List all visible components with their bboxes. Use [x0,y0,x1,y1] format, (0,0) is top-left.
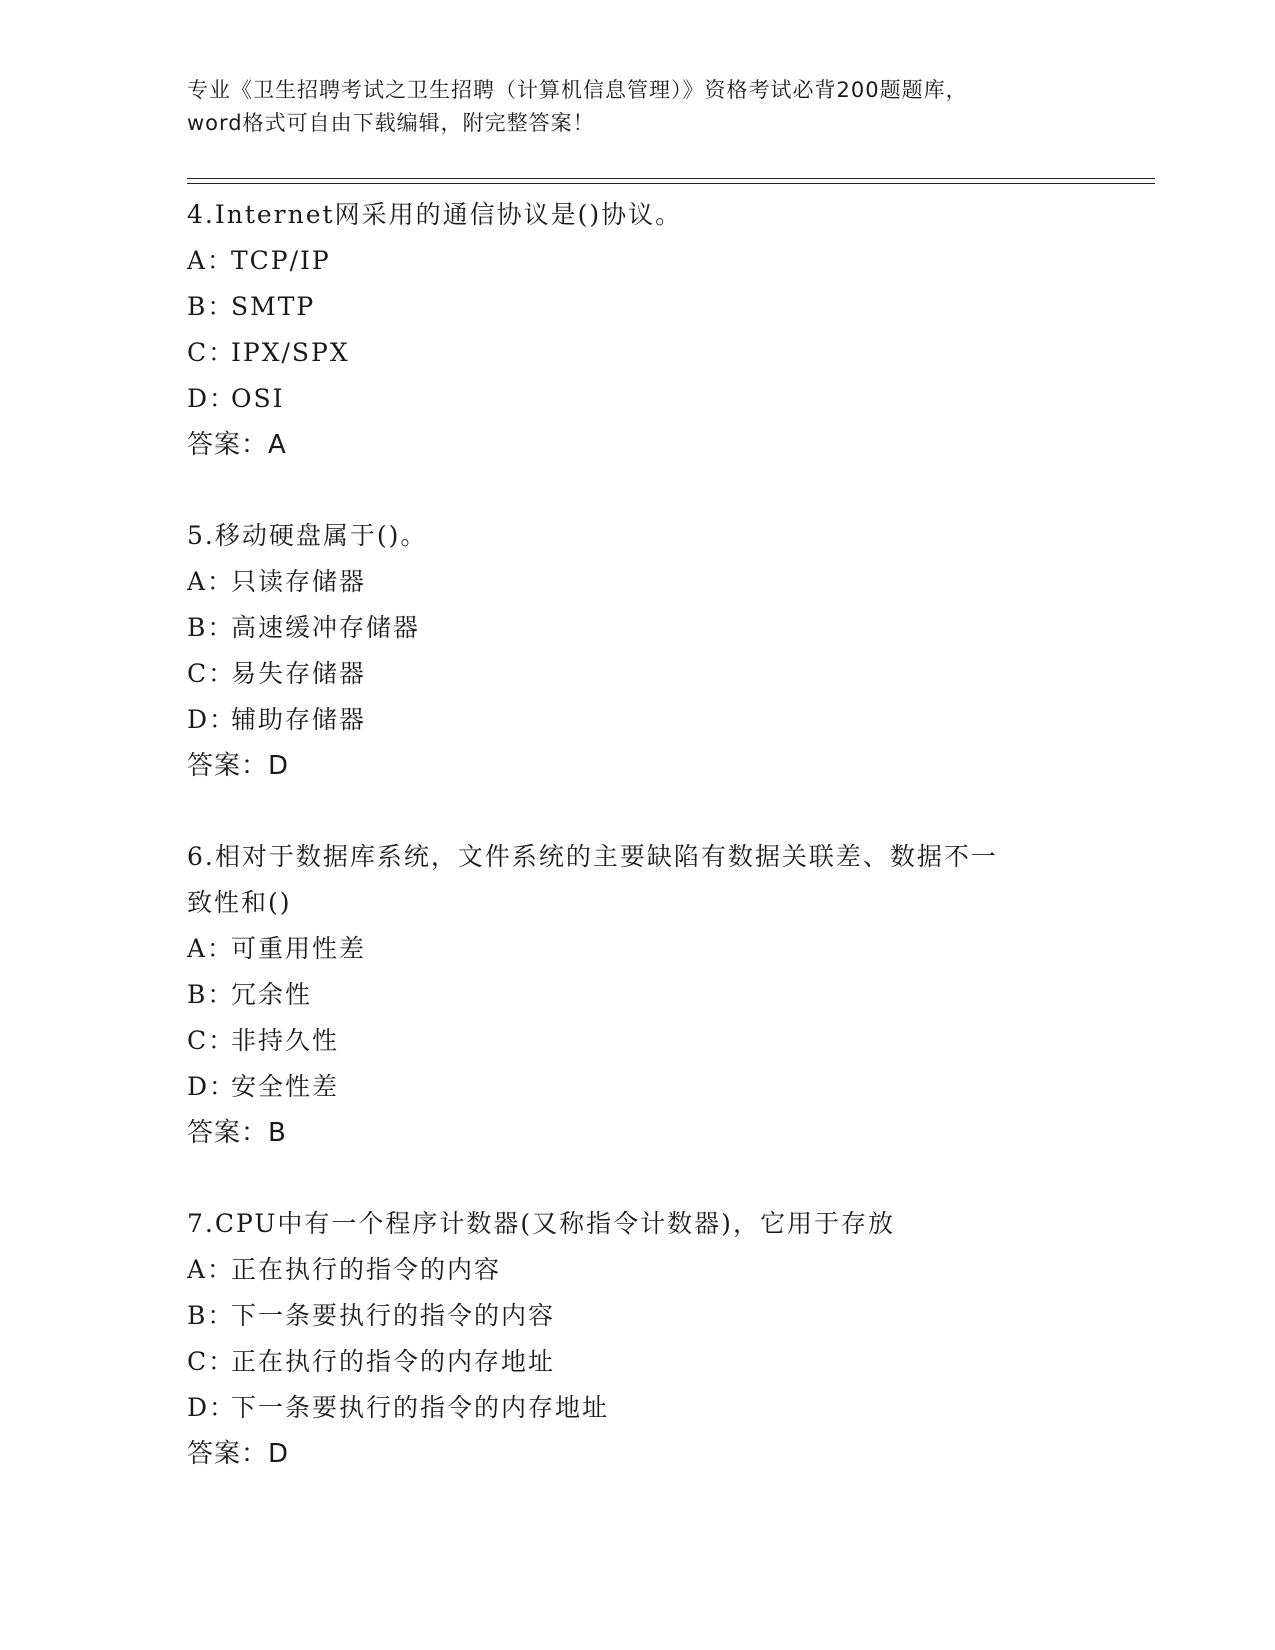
answer-line: 答案：D [187,1439,290,1469]
question-stem: 6.相对于数据库系统，文件系统的主要缺陷有数据关联差、数据不一 [187,842,998,871]
option-text: SMTP [231,292,316,321]
header-divider-top [187,178,1155,179]
option-text: 只读存储器 [231,567,367,596]
answer-option [187,1018,1087,1064]
answer-option [187,330,1087,376]
answer-line: 答案：D [187,751,290,781]
option-key: B： [187,292,235,321]
option-text: 正在执行的指令的内容 [231,1255,502,1284]
option-key: A： [187,934,235,963]
option-key: D： [187,384,237,413]
option-text: 可重用性差 [231,934,367,963]
question-block [187,192,1087,468]
answer-option [187,284,1087,330]
header-divider-bottom [187,183,1155,184]
option-key: D： [187,1393,237,1422]
question-block [187,513,1087,789]
option-key: B： [187,1301,235,1330]
question-stem: 4.Internet网采用的通信协议是()协议。 [187,200,683,229]
question-block [187,834,1087,1156]
answer-option [187,238,1087,284]
question-stem: 7.CPU中有一个程序计数器(又称指令计数器)，它用于存放 [187,1209,895,1238]
answer-option [187,559,1087,605]
option-text: 辅助存储器 [231,705,367,734]
question-stem: 5.移动硬盘属于()。 [187,521,428,550]
answer-line: 答案：B [187,1118,287,1148]
answer-line: 答案：A [187,430,287,460]
answer-option [187,651,1087,697]
answer-option [187,1293,1087,1339]
answer-option [187,605,1087,651]
option-text: 冗余性 [231,980,313,1009]
option-key: A： [187,1255,235,1284]
option-text: 非持久性 [231,1026,340,1055]
option-text: IPX/SPX [231,338,350,367]
option-key: D： [187,705,237,734]
option-text: 高速缓冲存储器 [231,613,421,642]
question-stem: 致性和() [187,888,292,917]
document-header [187,74,1087,140]
option-text: 下一条要执行的指令的内存地址 [231,1393,610,1422]
option-text: OSI [231,384,285,413]
option-key: C： [187,338,236,367]
option-key: C： [187,1347,236,1376]
answer-option [187,972,1087,1018]
option-key: B： [187,980,235,1009]
option-key: C： [187,659,236,688]
answer-option [187,1339,1087,1385]
option-key: B： [187,613,235,642]
option-text: 易失存储器 [231,659,367,688]
option-key: A： [187,567,235,596]
answer-option [187,697,1087,743]
header-line-1: 专业《卫生招聘考试之卫生招聘（计算机信息管理）》资格考试必背200题题库， [187,78,968,102]
option-text: 下一条要执行的指令的内容 [231,1301,556,1330]
header-line-2: word格式可自由下载编辑，附完整答案！ [187,111,595,135]
option-text: 安全性差 [231,1072,340,1101]
answer-option [187,1064,1087,1110]
answer-option [187,376,1087,422]
option-key: A： [187,246,235,275]
option-text: 正在执行的指令的内存地址 [231,1347,556,1376]
answer-option [187,1247,1087,1293]
answer-option [187,1385,1087,1431]
answer-option [187,926,1087,972]
option-key: C： [187,1026,236,1055]
question-block [187,1201,1087,1477]
option-text: TCP/IP [231,246,331,275]
question-list [187,192,1087,1522]
option-key: D： [187,1072,237,1101]
